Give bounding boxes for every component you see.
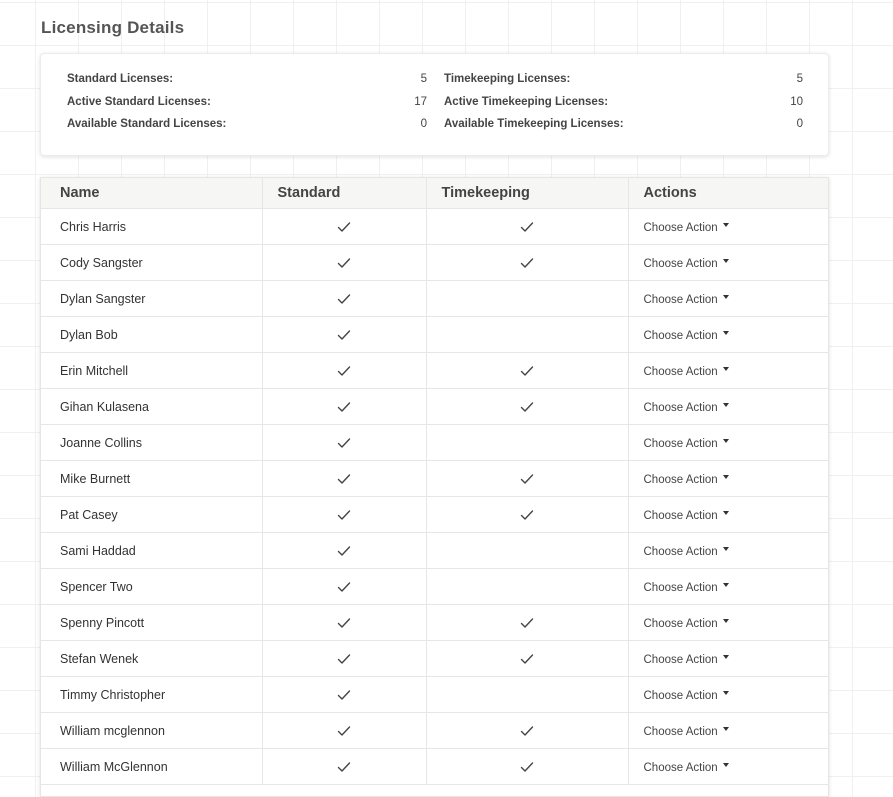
standard-license-cell <box>262 245 426 281</box>
check-icon <box>337 364 351 378</box>
user-name-cell: Dylan Bob <box>41 317 262 353</box>
check-icon <box>337 688 351 702</box>
choose-action-label: Choose Action <box>643 437 718 450</box>
timekeeping-license-cell <box>426 317 628 353</box>
actions-cell <box>628 245 828 281</box>
table-row <box>41 353 828 389</box>
choose-action-label: Choose Action <box>643 617 718 630</box>
summary-label: Available Timekeeping Licenses: <box>444 118 624 130</box>
check-icon <box>337 724 351 738</box>
user-name-cell: William mcglennon <box>41 713 262 749</box>
choose-action-dropdown[interactable] <box>644 690 729 702</box>
choose-action-label: Choose Action <box>643 509 718 522</box>
user-name-cell: Dylan Sangster <box>41 281 262 317</box>
check-icon <box>520 724 534 738</box>
check-icon <box>337 436 351 450</box>
timekeeping-license-cell <box>426 389 628 425</box>
check-icon <box>337 292 351 306</box>
choose-action-label: Choose Action <box>643 329 718 342</box>
summary-label: Active Timekeeping Licenses: <box>444 96 609 108</box>
standard-license-cell <box>262 677 426 713</box>
table-row <box>41 749 828 785</box>
license-table-card <box>40 177 829 797</box>
column-header-timekeeping[interactable]: Timekeeping <box>426 178 628 209</box>
choose-action-dropdown[interactable] <box>644 474 729 486</box>
table-row <box>41 641 828 677</box>
table-row <box>41 497 828 533</box>
check-icon <box>520 256 534 270</box>
summary-active-timekeeping-licenses <box>444 94 803 110</box>
actions-cell <box>628 497 828 533</box>
actions-cell <box>628 533 828 569</box>
check-icon <box>337 616 351 630</box>
choose-action-dropdown[interactable] <box>644 726 729 738</box>
summary-timekeeping-licenses <box>444 71 803 87</box>
summary-value: 0 <box>796 118 803 130</box>
caret-down-icon <box>723 331 729 335</box>
caret-down-icon <box>723 259 729 263</box>
choose-action-dropdown[interactable] <box>644 762 729 774</box>
table-row <box>41 389 828 425</box>
summary-active-standard-licenses <box>67 94 427 110</box>
choose-action-dropdown[interactable] <box>644 582 729 594</box>
choose-action-dropdown[interactable] <box>644 438 729 450</box>
check-icon <box>337 400 351 414</box>
timekeeping-license-cell <box>426 425 628 461</box>
choose-action-label: Choose Action <box>643 545 718 558</box>
check-icon <box>337 220 351 234</box>
standard-license-cell <box>262 353 426 389</box>
actions-cell <box>628 389 828 425</box>
caret-down-icon <box>723 763 729 767</box>
user-name-cell: Sami Haddad <box>41 533 262 569</box>
caret-down-icon <box>723 727 729 731</box>
timekeeping-license-cell <box>426 641 628 677</box>
standard-license-cell <box>262 209 426 245</box>
standard-license-cell <box>262 713 426 749</box>
standard-license-cell <box>262 605 426 641</box>
timekeeping-license-cell <box>426 209 628 245</box>
caret-down-icon <box>723 691 729 695</box>
check-icon <box>337 760 351 774</box>
actions-cell <box>628 317 828 353</box>
table-body <box>41 209 828 785</box>
check-icon <box>337 652 351 666</box>
choose-action-dropdown[interactable] <box>644 294 729 306</box>
summary-standard-licenses <box>67 71 427 87</box>
choose-action-label: Choose Action <box>643 761 718 774</box>
check-icon <box>337 544 351 558</box>
choose-action-label: Choose Action <box>643 401 718 414</box>
user-name-cell: Joanne Collins <box>41 425 262 461</box>
column-header-actions: Actions <box>628 178 828 209</box>
actions-cell <box>628 353 828 389</box>
check-icon <box>337 328 351 342</box>
caret-down-icon <box>723 655 729 659</box>
choose-action-dropdown[interactable] <box>644 366 729 378</box>
user-name-cell: Mike Burnett <box>41 461 262 497</box>
check-icon <box>337 508 351 522</box>
summary-value: 10 <box>790 96 803 108</box>
standard-license-cell <box>262 425 426 461</box>
actions-cell <box>628 605 828 641</box>
user-name-cell: Pat Casey <box>41 497 262 533</box>
actions-cell <box>628 677 828 713</box>
user-name-cell: Cody Sangster <box>41 245 262 281</box>
table-row <box>41 713 828 749</box>
timekeeping-license-cell <box>426 677 628 713</box>
caret-down-icon <box>723 511 729 515</box>
choose-action-label: Choose Action <box>643 689 718 702</box>
column-header-standard[interactable]: Standard <box>262 178 426 209</box>
caret-down-icon <box>723 403 729 407</box>
choose-action-dropdown[interactable] <box>644 654 729 666</box>
table-row <box>41 425 828 461</box>
actions-cell <box>628 569 828 605</box>
choose-action-dropdown[interactable] <box>644 258 729 270</box>
actions-cell <box>628 461 828 497</box>
table-row <box>41 245 828 281</box>
check-icon <box>520 652 534 666</box>
table-row <box>41 209 828 245</box>
user-name-cell: Chris Harris <box>41 209 262 245</box>
standard-license-cell <box>262 749 426 785</box>
actions-cell <box>628 425 828 461</box>
check-icon <box>520 760 534 774</box>
check-icon <box>337 580 351 594</box>
table-row <box>41 281 828 317</box>
actions-cell <box>628 281 828 317</box>
timekeeping-license-cell <box>426 605 628 641</box>
choose-action-dropdown[interactable] <box>644 402 729 414</box>
user-name-cell: Erin Mitchell <box>41 353 262 389</box>
caret-down-icon <box>723 223 729 227</box>
check-icon <box>520 508 534 522</box>
caret-down-icon <box>723 619 729 623</box>
standard-license-cell <box>262 497 426 533</box>
user-name-cell: Timmy Christopher <box>41 677 262 713</box>
user-name-cell: Gihan Kulasena <box>41 389 262 425</box>
caret-down-icon <box>723 295 729 299</box>
license-table <box>41 178 828 785</box>
timekeeping-license-cell <box>426 353 628 389</box>
table-row <box>41 533 828 569</box>
timekeeping-license-cell <box>426 749 628 785</box>
actions-cell <box>628 641 828 677</box>
choose-action-label: Choose Action <box>643 473 718 486</box>
user-name-cell: Spenny Pincott <box>41 605 262 641</box>
table-row <box>41 677 828 713</box>
summary-value: 5 <box>796 73 803 85</box>
table-row <box>41 461 828 497</box>
timekeeping-license-cell <box>426 713 628 749</box>
summary-label: Standard Licenses: <box>67 73 174 85</box>
timekeeping-license-cell <box>426 281 628 317</box>
choose-action-dropdown[interactable] <box>644 330 729 342</box>
choose-action-label: Choose Action <box>643 581 718 594</box>
summary-value: 5 <box>420 73 427 85</box>
standard-license-cell <box>262 569 426 605</box>
user-name-cell: Spencer Two <box>41 569 262 605</box>
caret-down-icon <box>723 475 729 479</box>
timekeeping-license-cell <box>426 245 628 281</box>
standard-license-cell <box>262 461 426 497</box>
timekeeping-license-cell <box>426 497 628 533</box>
table-row <box>41 317 828 353</box>
standard-license-cell <box>262 641 426 677</box>
choose-action-dropdown[interactable] <box>644 510 729 522</box>
summary-label: Active Standard Licenses: <box>67 96 211 108</box>
check-icon <box>520 616 534 630</box>
table-row <box>41 605 828 641</box>
choose-action-label: Choose Action <box>643 257 718 270</box>
choose-action-dropdown[interactable] <box>644 546 729 558</box>
summary-value: 0 <box>420 118 427 130</box>
choose-action-label: Choose Action <box>643 365 718 378</box>
summary-label: Timekeeping Licenses: <box>444 73 571 85</box>
check-icon <box>520 364 534 378</box>
caret-down-icon <box>723 547 729 551</box>
caret-down-icon <box>723 367 729 371</box>
actions-cell <box>628 749 828 785</box>
column-header-name[interactable]: Name <box>41 178 262 209</box>
timekeeping-license-cell <box>426 533 628 569</box>
standard-license-cell <box>262 317 426 353</box>
user-name-cell: Stefan Wenek <box>41 641 262 677</box>
summary-available-timekeeping-licenses <box>444 116 803 132</box>
check-icon <box>520 220 534 234</box>
choose-action-label: Choose Action <box>643 221 718 234</box>
summary-available-standard-licenses <box>67 116 427 132</box>
user-name-cell: William McGlennon <box>41 749 262 785</box>
summary-value: 17 <box>414 96 427 108</box>
timekeeping-license-cell <box>426 461 628 497</box>
check-icon <box>520 400 534 414</box>
caret-down-icon <box>723 439 729 443</box>
page-title: Licensing Details <box>41 18 185 37</box>
standard-license-cell <box>262 533 426 569</box>
table-row <box>41 569 828 605</box>
choose-action-dropdown[interactable] <box>644 222 729 234</box>
standard-license-cell <box>262 389 426 425</box>
choose-action-label: Choose Action <box>643 293 718 306</box>
summary-label: Available Standard Licenses: <box>67 118 227 130</box>
actions-cell <box>628 713 828 749</box>
license-summary-card <box>40 53 829 156</box>
timekeeping-license-cell <box>426 569 628 605</box>
check-icon <box>337 472 351 486</box>
standard-license-cell <box>262 281 426 317</box>
actions-cell <box>628 209 828 245</box>
choose-action-label: Choose Action <box>643 725 718 738</box>
check-icon <box>520 472 534 486</box>
caret-down-icon <box>723 583 729 587</box>
table-header-row <box>41 178 828 209</box>
choose-action-label: Choose Action <box>643 653 718 666</box>
check-icon <box>337 256 351 270</box>
choose-action-dropdown[interactable] <box>644 618 729 630</box>
